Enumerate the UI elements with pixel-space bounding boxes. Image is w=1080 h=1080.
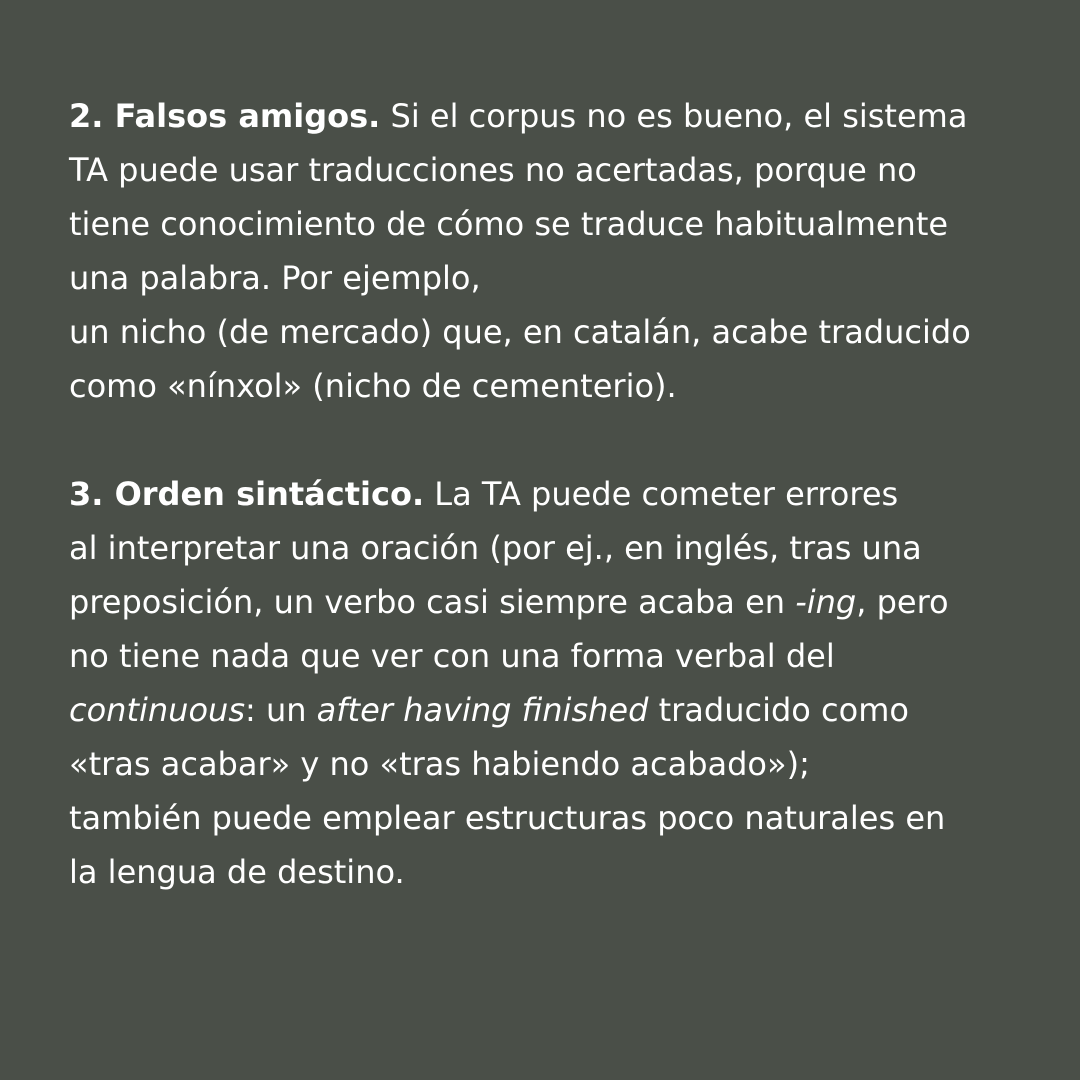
text-line: como «nínxol» (nicho de cementerio). <box>69 367 677 405</box>
text-line: también puede emplear estructuras poco naturales en <box>69 799 946 837</box>
text-line: un nicho (de mercado) que, en catalán, acabe traducido <box>69 313 971 351</box>
text-line: la lengua de destino. <box>69 853 405 891</box>
section-heading-syntactic-order: 3. Orden sintáctico. <box>69 475 425 513</box>
italic-term-continuous: continuous <box>69 691 245 729</box>
text-line: tiene conocimiento de cómo se traduce habitualmente <box>69 205 949 243</box>
text-line <box>69 89 1059 143</box>
text-line: no tiene nada que ver con una forma verbal del <box>69 637 835 675</box>
italic-term-after-having-finished: after having finished <box>316 691 649 729</box>
text-segment: La TA puede cometer errores <box>424 475 899 513</box>
text-line <box>69 683 1059 737</box>
text-segment: traducido como <box>648 691 909 729</box>
text-line <box>69 575 1059 629</box>
italic-term-ing: -ing <box>795 583 857 621</box>
section-syntactic-order <box>69 467 1059 899</box>
text-line: «tras acabar» y no «tras habiendo acabado»); <box>69 745 810 783</box>
text-segment: preposición, un verbo casi siempre acaba en <box>69 583 796 621</box>
section-heading-false-friends: 2. Falsos amigos. <box>69 97 381 135</box>
text-line: TA puede usar traducciones no acertadas, porque no <box>69 151 917 189</box>
text-segment: : un <box>244 691 317 729</box>
text-line: una palabra. Por ejemplo, <box>69 259 481 297</box>
text-segment: , pero <box>856 583 949 621</box>
text-line: al interpretar una oración (por ej., en inglés, tras una <box>69 529 922 567</box>
text-line <box>69 467 1059 521</box>
section-false-friends <box>69 89 1059 413</box>
text-segment: Si el corpus no es bueno, el sistema <box>380 97 968 135</box>
